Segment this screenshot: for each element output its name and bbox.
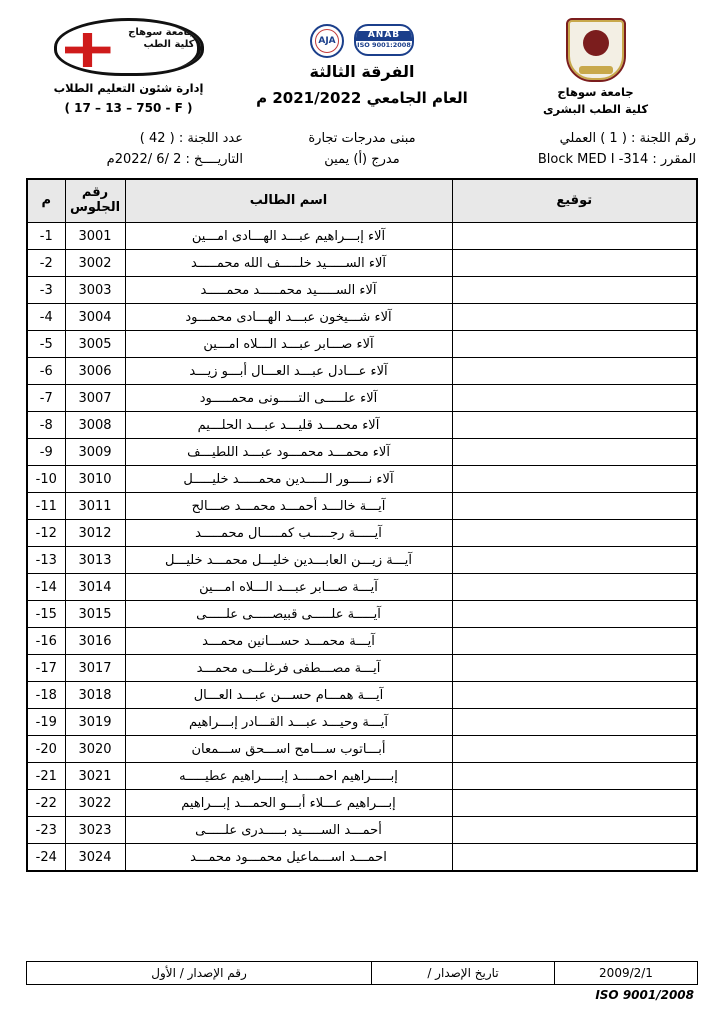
signature-cell[interactable]: [452, 628, 697, 655]
table-row: [27, 817, 697, 844]
row-index-cell: 23-: [27, 817, 65, 844]
student-name-cell: آيـــة همـــام حســـن عبـــد العـــال: [125, 682, 452, 709]
seat-number-cell: 3007: [65, 385, 125, 412]
student-name-cell: احمـــد اســـماعيل محمـــود محمـــد: [125, 844, 452, 872]
footer-table: [26, 961, 698, 985]
row-index-cell: 4-: [27, 304, 65, 331]
table-row: [27, 763, 697, 790]
table-row: [27, 223, 697, 250]
row-index-cell: 24-: [27, 844, 65, 872]
table-row: [27, 412, 697, 439]
info-row-bottom: [26, 149, 698, 170]
department-label: إدارة شئون التعليم الطلاب: [53, 81, 204, 95]
iso-certification-text: ISO 9001/2008: [595, 988, 694, 1002]
student-name-cell: آلاء محمـــد محمـــود عبـــد اللطيـــف: [125, 439, 452, 466]
form-code: ( 17 – 13 – 750 - F ): [64, 101, 193, 116]
table-row: [27, 547, 697, 574]
anab-badge-bottom: ISO 9001:2008: [357, 40, 411, 49]
table-row: [27, 790, 697, 817]
student-name-cell: آيـــة محمـــد حســـانين محمـــد: [125, 628, 452, 655]
university-crest-icon: [566, 18, 626, 82]
table-row: [27, 304, 697, 331]
table-header-row: [27, 179, 697, 223]
hall-building: مبنى مدرجات تجارة: [308, 131, 416, 146]
student-name-cell: آلاء الســـــيد محمـــــد محمـــــد: [125, 277, 452, 304]
seat-number-cell: 3022: [65, 790, 125, 817]
row-index-cell: 12-: [27, 520, 65, 547]
university-name: جامعة سوهاج: [557, 85, 634, 99]
row-index-cell: 8-: [27, 412, 65, 439]
row-index-cell: 22-: [27, 790, 65, 817]
row-index-cell: 7-: [27, 385, 65, 412]
table-row: [27, 466, 697, 493]
student-name-cell: إبـــراهيم عـــلاء أبـــو الحمـــد إبـــراهيم: [125, 790, 452, 817]
signature-cell[interactable]: [452, 520, 697, 547]
row-index-cell: 2-: [27, 250, 65, 277]
committee-number: رقم اللجنة : ( 1 ) العملي: [559, 131, 696, 146]
exam-info-bar: [26, 128, 698, 170]
table-row: [27, 493, 697, 520]
anab-badge-top: ANAB: [356, 31, 412, 40]
table-row: [27, 358, 697, 385]
student-name-cell: آيـــــة رجـــــب كمـــــال محمـــــد: [125, 520, 452, 547]
row-index-cell: 14-: [27, 574, 65, 601]
signature-cell[interactable]: [452, 736, 697, 763]
column-header-seat: رقم الجلوس: [65, 179, 125, 223]
signature-cell[interactable]: [452, 763, 697, 790]
signature-cell[interactable]: [452, 358, 697, 385]
students-table-body: [27, 223, 697, 872]
table-row: [27, 385, 697, 412]
issue-date-value: 2009/2/1: [555, 962, 698, 985]
exam-date: التاريــــخ : 2 /6 /2022م: [106, 152, 243, 167]
row-index-cell: 20-: [27, 736, 65, 763]
signature-cell[interactable]: [452, 790, 697, 817]
info-row-top: [26, 128, 698, 149]
table-row: [27, 655, 697, 682]
logo-red-cross-shape: [65, 33, 111, 67]
column-header-index: م: [27, 179, 65, 223]
logo-arabic-text: جامعة سوهاج كلية الطب: [128, 27, 195, 50]
student-name-cell: أحمـــد الســـــيد بـــــدرى علـــــى: [125, 817, 452, 844]
signature-cell[interactable]: [452, 709, 697, 736]
student-name-cell: آيـــة مصـــطفى فرغلـــى محمـــد: [125, 655, 452, 682]
accreditation-badges: [231, 24, 493, 58]
student-name-cell: آيـــة وحيـــد عبـــد القـــادر إبـــراهيم: [125, 709, 452, 736]
student-name-cell: آيـــة صـــابر عبـــد الـــلاه امـــين: [125, 574, 452, 601]
course-code: المقرر : Block MED I -314: [537, 152, 696, 167]
footer-row: [27, 962, 698, 985]
page-footer: [26, 961, 698, 1002]
row-index-cell: 18-: [27, 682, 65, 709]
row-index-cell: 19-: [27, 709, 65, 736]
table-row: [27, 844, 697, 872]
seat-number-cell: 3006: [65, 358, 125, 385]
page-header: [26, 18, 698, 122]
signature-cell[interactable]: [452, 601, 697, 628]
seat-number-cell: 3013: [65, 547, 125, 574]
department-identity: [26, 18, 231, 117]
student-name-cell: آلاء صـــابر عبـــد الـــلاه امـــين: [125, 331, 452, 358]
signature-cell[interactable]: [452, 439, 697, 466]
column-header-name: اسم الطالب: [125, 179, 452, 223]
student-name-cell: آلاء علـــــى التـــــونى محمـــــود: [125, 385, 452, 412]
university-identity: [493, 18, 698, 119]
student-name-cell: آلاء نـــــور الـــــدين محمـــــد خليـــــل: [125, 466, 452, 493]
seat-number-cell: 3009: [65, 439, 125, 466]
row-index-cell: 13-: [27, 547, 65, 574]
row-index-cell: 16-: [27, 628, 65, 655]
row-index-cell: 5-: [27, 331, 65, 358]
signature-cell[interactable]: [452, 844, 697, 872]
seat-number-cell: 3023: [65, 817, 125, 844]
faculty-name: كلية الطب البشرى: [542, 102, 649, 117]
issue-number-label: رقم الإصدار / الأول: [27, 962, 372, 985]
row-index-cell: 1-: [27, 223, 65, 250]
hall-detail: مدرج (أ) يمين: [324, 152, 400, 167]
student-name-cell: آلاء محمـــد قليـــد عبـــد الحلـــيم: [125, 412, 452, 439]
row-index-cell: 21-: [27, 763, 65, 790]
signature-cell[interactable]: [452, 331, 697, 358]
signature-cell[interactable]: [452, 385, 697, 412]
table-row: [27, 574, 697, 601]
seat-number-cell: 3020: [65, 736, 125, 763]
table-row: [27, 628, 697, 655]
student-name-cell: آيـــــة علـــــى قبيصـــــى علـــــى: [125, 601, 452, 628]
table-row: [27, 277, 697, 304]
table-row: [27, 439, 697, 466]
seat-number-cell: 3024: [65, 844, 125, 872]
signature-cell[interactable]: [452, 574, 697, 601]
signature-cell[interactable]: [452, 412, 697, 439]
seat-number-cell: 3004: [65, 304, 125, 331]
student-name-cell: آلاء الســـــيد خلـــــف الله محمـــــد: [125, 250, 452, 277]
student-name-cell: آيـــة زيـــن العابـــدين خليـــل محمـــد خليـــل: [125, 547, 452, 574]
student-name-cell: آيـــة خالـــد أحمـــد محمـــد صـــالح: [125, 493, 452, 520]
table-row: [27, 709, 697, 736]
seat-number-cell: 3012: [65, 520, 125, 547]
signature-cell[interactable]: [452, 655, 697, 682]
seat-number-cell: 3002: [65, 250, 125, 277]
aja-registrars-badge: AJA: [310, 24, 344, 58]
seat-number-cell: 3003: [65, 277, 125, 304]
seat-number-cell: 3018: [65, 682, 125, 709]
row-index-cell: 9-: [27, 439, 65, 466]
row-index-cell: 3-: [27, 277, 65, 304]
seat-number-cell: 3011: [65, 493, 125, 520]
table-row: [27, 682, 697, 709]
column-header-signature: توقيع: [452, 179, 697, 223]
student-name-cell: آلاء عـــادل عبـــد العـــال أبـــو زيـــد: [125, 358, 452, 385]
seat-number-cell: 3016: [65, 628, 125, 655]
seat-number-cell: 3001: [65, 223, 125, 250]
signature-cell[interactable]: [452, 223, 697, 250]
student-name-cell: أبـــاتوب ســـامح اســـحق ســـمعان: [125, 736, 452, 763]
page-title: الفرقة الثالثة: [309, 62, 415, 81]
signature-cell[interactable]: [452, 277, 697, 304]
table-row: [27, 250, 697, 277]
signature-cell[interactable]: [452, 817, 697, 844]
table-row: [27, 520, 697, 547]
row-index-cell: 17-: [27, 655, 65, 682]
signature-cell[interactable]: [452, 493, 697, 520]
row-index-cell: 15-: [27, 601, 65, 628]
row-index-cell: 11-: [27, 493, 65, 520]
anab-accreditation-badge: [354, 24, 414, 56]
seat-number-cell: 3021: [65, 763, 125, 790]
header-center: [231, 18, 493, 107]
signature-cell[interactable]: [452, 304, 697, 331]
table-row: [27, 331, 697, 358]
table-row: [27, 601, 697, 628]
row-index-cell: 10-: [27, 466, 65, 493]
logo-swoosh-shape: [54, 18, 204, 76]
signature-cell[interactable]: [452, 547, 697, 574]
students-table: [26, 178, 698, 872]
seat-number-cell: 3017: [65, 655, 125, 682]
student-name-cell: آلاء شـــيخون عبـــد الهـــادى محمـــود: [125, 304, 452, 331]
table-row: [27, 736, 697, 763]
faculty-logo-icon: [54, 18, 204, 76]
row-index-cell: 6-: [27, 358, 65, 385]
seat-number-cell: 3005: [65, 331, 125, 358]
issue-date-label: تاريخ الإصدار /: [372, 962, 555, 985]
seat-number-cell: 3008: [65, 412, 125, 439]
student-name-cell: إبـــــراهيم احمـــــد إبـــــراهيم عطيـــــه: [125, 763, 452, 790]
seat-number-cell: 3019: [65, 709, 125, 736]
academic-year: العام الجامعي 2021/2022 م: [256, 89, 468, 107]
seat-number-cell: 3010: [65, 466, 125, 493]
signature-cell[interactable]: [452, 466, 697, 493]
signature-cell[interactable]: [452, 682, 697, 709]
committee-count: عدد اللجنة : ( 42 ): [139, 131, 243, 146]
seat-number-cell: 3015: [65, 601, 125, 628]
student-name-cell: آلاء إبـــراهيم عبـــد الهـــادى امـــين: [125, 223, 452, 250]
signature-cell[interactable]: [452, 250, 697, 277]
seat-number-cell: 3014: [65, 574, 125, 601]
